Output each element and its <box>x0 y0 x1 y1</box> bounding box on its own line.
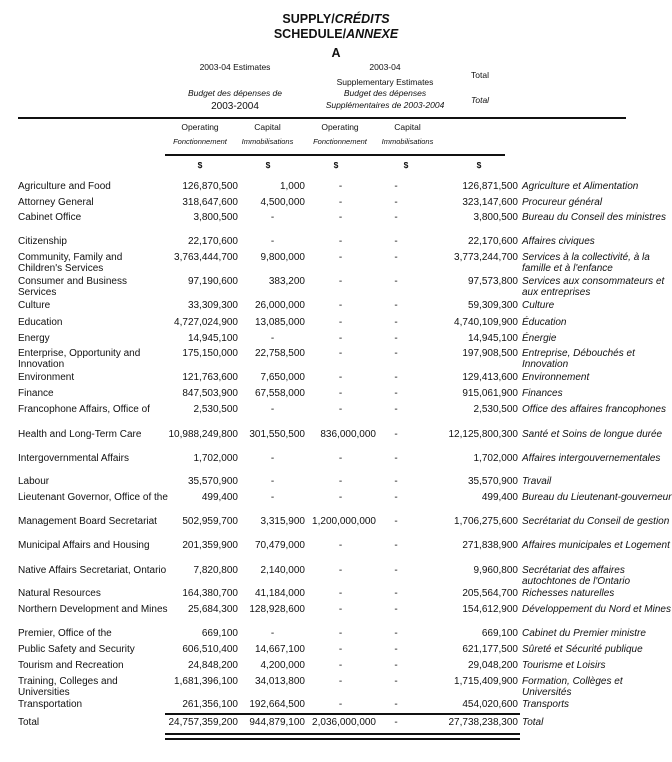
ministry-en: Consumer and Business Services <box>18 276 127 298</box>
cell-total: 154,612,900 <box>462 604 518 615</box>
cell-supp-operating: 1,200,000,000 <box>312 516 376 527</box>
ministry-fr: Formation, Collèges et Universités <box>522 676 623 698</box>
subcol-supp-operating-fr: Fonctionnement <box>313 137 367 146</box>
cell-operating: 164,380,700 <box>182 588 238 599</box>
cell-operating: 35,570,900 <box>187 476 238 487</box>
cell-supp-capital: - <box>394 660 398 671</box>
ministry-en: Community, Family and Children's Services <box>18 252 123 274</box>
cell-capital: 301,550,500 <box>249 429 305 440</box>
ministry-fr: Entreprise, Débouchés et Innovation <box>522 348 635 370</box>
cell-total: 323,147,600 <box>462 197 518 208</box>
estimates-heading-fr: Budget des dépenses de <box>187 88 283 98</box>
subcol-supp-operating: Operating <box>321 122 359 132</box>
subcol-supp-capital: Capital <box>394 122 421 132</box>
ministry-en: Transportation <box>18 699 83 710</box>
cell-supp-capital: - <box>394 699 398 710</box>
subcol-operating: Operating <box>181 122 219 132</box>
cell-supp-capital: - <box>394 372 398 383</box>
ministry-fr: Environnement <box>522 372 590 383</box>
cell-supp-capital: - <box>394 197 398 208</box>
cell-supp-operating: - <box>338 388 343 399</box>
subheader-rule <box>165 154 505 156</box>
cell-supp-capital: - <box>394 476 398 487</box>
cell-capital: - <box>270 453 275 464</box>
cell-supp-operating: - <box>338 197 343 208</box>
cell-supp-operating: - <box>338 660 343 671</box>
ministry-en: Enterprise, Opportunity and Innovation <box>18 348 141 370</box>
ministry-en: Education <box>18 317 63 328</box>
cell-operating: 847,503,900 <box>182 388 238 399</box>
title-fr: CRÉDITS <box>334 12 390 26</box>
currency-1: $ <box>197 160 203 170</box>
cell-supp-capital: - <box>394 348 398 359</box>
cell-total: 1,706,275,600 <box>454 516 518 527</box>
cell-supp-operating: - <box>338 540 343 551</box>
ministry-en: Premier, Office of the <box>18 628 112 639</box>
cell-supp-operating: - <box>338 300 343 311</box>
ministry-fr: Affaires civiques <box>522 236 595 247</box>
cell-total: 197,908,500 <box>462 348 518 359</box>
total-label-fr: Total <box>522 717 544 728</box>
cell-operating: 606,510,400 <box>182 644 238 655</box>
cell-supp-operating: - <box>338 453 343 464</box>
ministry-en: Native Affairs Secretariat, Ontario <box>18 565 167 576</box>
cell-total: 499,400 <box>481 492 518 503</box>
ministry-fr: Agriculture et Alimentation <box>522 181 639 192</box>
cell-supp-operating: - <box>338 181 343 192</box>
ministry-fr: Culture <box>522 300 555 311</box>
cell-supp-operating: - <box>338 236 343 247</box>
ministry-en: Management Board Secretariat <box>18 516 157 527</box>
ministry-fr: Office des affaires francophones <box>522 404 666 415</box>
total-double-rule-2 <box>165 738 520 740</box>
ministry-en: Francophone Affairs, Office of <box>18 404 150 415</box>
ministry-en: Lieutenant Governor, Office of the <box>18 492 168 503</box>
page-title <box>0 12 672 26</box>
cell-supp-capital: - <box>394 300 398 311</box>
ministry-fr: Finances <box>522 388 563 399</box>
cell-operating: 1,702,000 <box>193 453 238 464</box>
cell-capital: 2,140,000 <box>260 565 305 576</box>
ministry-fr: Sûreté et Sécurité publique <box>522 644 643 655</box>
subcol-capital-fr: Immobilisations <box>241 137 294 146</box>
total-supp-capital: - <box>394 717 398 728</box>
cell-operating: 175,150,000 <box>182 348 238 359</box>
cell-total: 12,125,800,300 <box>448 429 518 440</box>
schedule-letter: A <box>331 46 341 60</box>
ministry-fr: Procureur général <box>522 197 603 208</box>
ministry-fr: Santé et Soins de longue durée <box>522 429 663 440</box>
ministry-en: Intergovernmental Affairs <box>18 453 129 464</box>
cell-capital: - <box>270 236 275 247</box>
cell-total: 126,871,500 <box>462 181 518 192</box>
cell-supp-capital: - <box>394 644 398 655</box>
ministry-en: Health and Long-Term Care <box>18 429 142 440</box>
cell-supp-operating: - <box>338 372 343 383</box>
cell-supp-operating: - <box>338 699 343 710</box>
supp-year: 2003-04 <box>369 62 401 72</box>
ministry-en: Municipal Affairs and Housing <box>18 540 150 551</box>
total-supp-operating: 2,036,000,000 <box>312 717 376 728</box>
ministry-fr: Tourisme et Loisirs <box>522 660 606 671</box>
cell-capital: 14,667,100 <box>254 644 305 655</box>
cell-operating: 10,988,249,800 <box>168 429 238 440</box>
cell-operating: 24,848,200 <box>187 660 238 671</box>
cell-capital: 67,558,000 <box>254 388 305 399</box>
cell-supp-capital: - <box>394 276 398 287</box>
cell-total: 14,945,100 <box>467 333 518 344</box>
total-heading-fr: Total <box>470 95 490 105</box>
currency-4: $ <box>403 160 409 170</box>
cell-capital: 9,800,000 <box>260 252 305 263</box>
cell-supp-capital: - <box>394 333 398 344</box>
cell-supp-capital: - <box>394 628 398 639</box>
cell-supp-capital: - <box>394 604 398 615</box>
total-label-en: Total <box>18 717 40 728</box>
cell-operating: 201,359,900 <box>182 540 238 551</box>
cell-total: 271,838,900 <box>462 540 518 551</box>
ministry-fr: Travail <box>522 476 552 487</box>
supp-heading: Supplementary Estimates <box>336 77 434 87</box>
cell-operating: 97,190,600 <box>187 276 238 287</box>
ministry-en: Energy <box>18 333 50 344</box>
estimates-heading: 2003-04 Estimates <box>199 62 271 72</box>
cell-operating: 318,647,600 <box>182 197 238 208</box>
cell-capital: 3,315,900 <box>260 516 305 527</box>
cell-supp-operating: 836,000,000 <box>320 429 376 440</box>
cell-total: 205,564,700 <box>462 588 518 599</box>
ministry-fr: Services aux consommateurs et aux entreprises <box>522 276 665 298</box>
ministry-fr: Affaires intergouvernementales <box>522 453 661 464</box>
cell-operating: 502,959,700 <box>182 516 238 527</box>
cell-operating: 33,309,300 <box>187 300 238 311</box>
cell-supp-capital: - <box>394 540 398 551</box>
cell-supp-operating: - <box>338 588 343 599</box>
ministry-fr: Transports <box>522 699 570 710</box>
cell-capital: 34,013,800 <box>254 676 305 687</box>
ministry-en: Agriculture and Food <box>18 181 111 192</box>
cell-total: 2,530,500 <box>473 404 518 415</box>
cell-capital: - <box>270 333 275 344</box>
cell-supp-capital: - <box>394 492 398 503</box>
cell-capital: - <box>270 476 275 487</box>
cell-supp-capital: - <box>394 516 398 527</box>
ministry-fr: Richesses naturelles <box>522 588 615 599</box>
cell-total: 35,570,900 <box>467 476 518 487</box>
total-double-rule-1 <box>165 733 520 735</box>
ministry-en: Training, Colleges and Universities <box>18 676 118 698</box>
ministry-en: Labour <box>18 476 50 487</box>
cell-supp-operating: - <box>338 476 343 487</box>
cell-supp-operating: - <box>338 404 343 415</box>
cell-total: 915,061,900 <box>462 388 518 399</box>
cell-operating: 261,356,100 <box>182 699 238 710</box>
total-capital: 944,879,100 <box>249 717 305 728</box>
subcol-supp-capital-fr: Immobilisations <box>381 137 434 146</box>
currency-5: $ <box>476 160 482 170</box>
ministry-fr: Énergie <box>522 333 557 344</box>
subcol-operating-fr: Fonctionnement <box>173 137 227 146</box>
cell-supp-operating: - <box>338 252 343 263</box>
ministry-en: Environment <box>18 372 75 383</box>
cell-total: 4,740,109,900 <box>454 317 518 328</box>
cell-supp-operating: - <box>338 604 343 615</box>
cell-supp-capital: - <box>394 404 398 415</box>
cell-supp-operating: - <box>338 492 343 503</box>
cell-capital: 70,479,000 <box>254 540 305 551</box>
cell-supp-capital: - <box>394 429 398 440</box>
cell-capital: 7,650,000 <box>260 372 305 383</box>
grand-total: 27,738,238,300 <box>448 717 518 728</box>
schedule-fr: ANNEXE <box>346 27 399 41</box>
cell-operating: 1,681,396,100 <box>174 676 238 687</box>
cell-operating: 126,870,500 <box>182 181 238 192</box>
cell-total: 9,960,800 <box>473 565 518 576</box>
ministry-fr: Cabinet du Premier ministre <box>522 628 646 639</box>
ministry-fr: Affaires municipales et Logement <box>522 540 670 551</box>
cell-operating: 25,684,300 <box>187 604 238 615</box>
ministry-fr: Bureau du Conseil des ministres <box>522 212 666 223</box>
cell-operating: 669,100 <box>201 628 238 639</box>
total-top-rule <box>165 713 520 715</box>
cell-capital: 128,928,600 <box>249 604 305 615</box>
ministry-en: Northern Development and Mines <box>18 604 168 615</box>
ministry-fr: Éducation <box>522 317 567 328</box>
cell-capital: 22,758,500 <box>254 348 305 359</box>
cell-total: 621,177,500 <box>462 644 518 655</box>
cell-capital: - <box>270 404 275 415</box>
supp-heading-fr: Budget des dépenses <box>343 88 427 98</box>
cell-total: 97,573,800 <box>467 276 518 287</box>
cell-capital: 13,085,000 <box>254 317 305 328</box>
cell-operating: 22,170,600 <box>187 236 238 247</box>
cell-supp-capital: - <box>394 588 398 599</box>
cell-supp-operating: - <box>338 333 343 344</box>
ministry-en: Finance <box>18 388 54 399</box>
cell-supp-operating: - <box>338 676 343 687</box>
cell-supp-operating: - <box>338 348 343 359</box>
cell-supp-capital: - <box>394 676 398 687</box>
schedule-title <box>0 27 672 41</box>
cell-supp-capital: - <box>394 388 398 399</box>
ministry-en: Natural Resources <box>18 588 101 599</box>
cell-capital: 383,200 <box>268 276 305 287</box>
cell-operating: 4,727,024,900 <box>174 317 238 328</box>
cell-total: 59,309,300 <box>467 300 518 311</box>
ministry-en: Tourism and Recreation <box>18 660 124 671</box>
ministry-en: Attorney General <box>18 197 94 208</box>
cell-supp-capital: - <box>394 212 398 223</box>
cell-supp-operating: - <box>338 276 343 287</box>
cell-operating: 3,800,500 <box>193 212 238 223</box>
cell-capital: 1,000 <box>279 181 305 192</box>
cell-supp-operating: - <box>338 628 343 639</box>
ministry-fr: Secrétariat des affaires autochtones de l'Ontario <box>522 565 631 587</box>
title-en: SUPPLY/ <box>282 12 335 26</box>
ministry-fr: Bureau du Lieutenant-gouverneur <box>522 492 672 503</box>
cell-operating: 14,945,100 <box>187 333 238 344</box>
cell-operating: 499,400 <box>201 492 238 503</box>
cell-supp-operating: - <box>338 565 343 576</box>
cell-total: 3,800,500 <box>473 212 518 223</box>
cell-capital: 192,664,500 <box>249 699 305 710</box>
cell-total: 454,020,600 <box>462 699 518 710</box>
supp-heading-fr-2: Supplémentaires de 2003-2004 <box>325 100 445 110</box>
cell-supp-capital: - <box>394 565 398 576</box>
cell-capital: 26,000,000 <box>254 300 305 311</box>
cell-capital: - <box>270 628 275 639</box>
ministry-en: Citizenship <box>18 236 67 247</box>
cell-capital: - <box>270 212 275 223</box>
cell-total: 129,413,600 <box>462 372 518 383</box>
ministry-fr: Développement du Nord et Mines <box>522 604 671 615</box>
header-rule <box>18 117 626 119</box>
cell-supp-operating: - <box>338 212 343 223</box>
cell-supp-capital: - <box>394 317 398 328</box>
cell-supp-operating: - <box>338 644 343 655</box>
cell-total: 29,048,200 <box>467 660 518 671</box>
cell-supp-operating: - <box>338 317 343 328</box>
cell-supp-capital: - <box>394 252 398 263</box>
estimates-year: 2003-2004 <box>211 101 259 112</box>
cell-capital: 4,500,000 <box>260 197 305 208</box>
cell-operating: 2,530,500 <box>193 404 238 415</box>
cell-total: 3,773,244,700 <box>454 252 518 263</box>
ministry-en: Culture <box>18 300 51 311</box>
cell-total: 669,100 <box>481 628 518 639</box>
cell-operating: 7,820,800 <box>193 565 238 576</box>
currency-2: $ <box>265 160 271 170</box>
cell-capital: - <box>270 492 275 503</box>
total-operating: 24,757,359,200 <box>168 717 238 728</box>
schedule-en: SCHEDULE/ <box>273 27 347 41</box>
cell-supp-capital: - <box>394 181 398 192</box>
cell-total: 22,170,600 <box>467 236 518 247</box>
cell-supp-capital: - <box>394 236 398 247</box>
cell-total: 1,702,000 <box>473 453 518 464</box>
cell-total: 1,715,409,900 <box>454 676 518 687</box>
cell-supp-capital: - <box>394 453 398 464</box>
ministry-fr: Services à la collectivité, à la famille et à l'enfance <box>522 252 650 274</box>
subcol-capital: Capital <box>254 122 281 132</box>
cell-capital: 4,200,000 <box>260 660 305 671</box>
ministry-fr: Secrétariat du Conseil de gestion <box>522 516 670 527</box>
cell-operating: 121,763,600 <box>182 372 238 383</box>
cell-capital: 41,184,000 <box>254 588 305 599</box>
ministry-en: Public Safety and Security <box>18 644 135 655</box>
total-heading: Total <box>471 70 489 80</box>
currency-3: $ <box>333 160 339 170</box>
cell-operating: 3,763,444,700 <box>174 252 238 263</box>
ministry-en: Cabinet Office <box>18 212 82 223</box>
